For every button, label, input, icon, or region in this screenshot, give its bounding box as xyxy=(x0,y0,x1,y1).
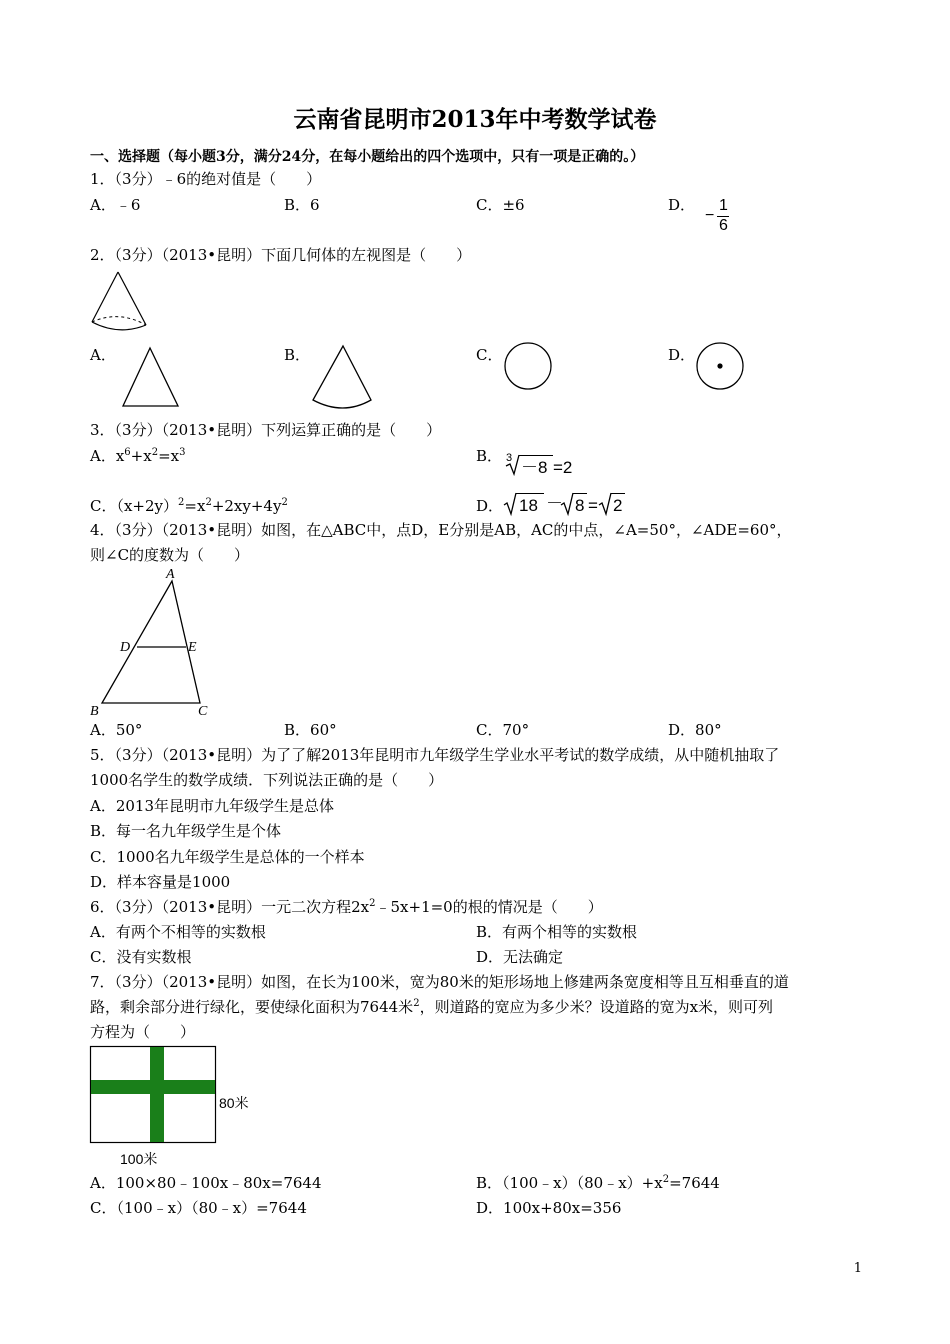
section-heading: 一、选择题（每小题3分，满分24分，在每小题给出的四个选项中，只有一项是正确的。） xyxy=(90,149,645,165)
q3-option-d: D． xyxy=(476,497,504,515)
q1-option-b: B．6 xyxy=(284,196,320,214)
q7-height-label: 80米 xyxy=(219,1095,249,1111)
q2-option-d: D． xyxy=(668,346,696,364)
q1-option-a: A．﹣6 xyxy=(90,196,141,214)
q6-option-b: B．有两个相等的实数根 xyxy=(476,923,638,941)
q1-option-d: D． xyxy=(668,196,696,214)
q6-stem: 6．（3分）（2013•昆明）一元二次方程$2x^2﹣5x+1=0$的根的情况是（ ） xyxy=(90,898,603,916)
q5-option-a: A．2013年昆明市九年级学生是总体 xyxy=(90,797,335,815)
q3-stem: 3．（3分）（2013•昆明）下列运算正确的是（ ） xyxy=(90,421,442,439)
q5-option-d: D．样本容量是1000 xyxy=(90,873,231,891)
q2-b-sector xyxy=(310,344,374,414)
q2-option-b: B． xyxy=(284,346,311,364)
q1-stem: 1．（3分）﹣6的绝对值是（ ） xyxy=(90,170,322,188)
q4-label-d: D xyxy=(120,640,131,655)
q4-label-a: A xyxy=(166,567,175,582)
page-title: 云南省昆明市2013年中考数学试卷 xyxy=(293,106,657,133)
q7-field-figure xyxy=(90,1046,270,1170)
q1-option-c: C．±6 xyxy=(476,196,525,214)
q2-stem: 2．（3分）（2013•昆明）下面几何体的左视图是（ ） xyxy=(90,246,472,264)
q4-label-b: B xyxy=(90,704,99,719)
q7-width-label: 100米 xyxy=(120,1151,158,1167)
q4-stem-line1: 4．（3分）（2013•昆明）如图，在△ABC中，点D，E分别是AB，AC的中点，∠A=50°，∠ADE=60°， xyxy=(90,521,792,539)
q7-vertical-road xyxy=(150,1047,164,1142)
q5-stem-line2: 1000名学生的数学成绩．下列说法正确的是（ ） xyxy=(90,771,444,789)
q7-option-b: B．$(100﹣x)(80﹣x)+x^2=7644$ xyxy=(476,1174,720,1192)
q4-label-e: E xyxy=(188,640,197,655)
q7-option-d: D．100x+80x=356 xyxy=(476,1199,622,1217)
q4-label-c: C xyxy=(198,704,208,719)
q4-triangle-figure xyxy=(88,563,218,723)
q7-stem-line1: 7．（3分）（2013•昆明）如图，在长为100米，宽为80米的矩形场地上修建两条宽度相等且互相垂直的道 xyxy=(90,973,789,991)
q3-option-a: A．$x^6+x^2=x^3$ xyxy=(90,447,186,465)
q2-a-triangle xyxy=(120,346,184,410)
q2-c-circle xyxy=(502,341,558,393)
q3-option-c: C．$(x+2y)^2=x^2+2xy+4y^2$ xyxy=(90,497,288,515)
q7-option-a: A．100×80﹣100x﹣80x=7644 xyxy=(90,1174,322,1192)
q4-option-d: D．80° xyxy=(668,721,722,739)
q3-option-b: B． xyxy=(476,447,503,465)
q7-option-c: C．（100﹣x）（80﹣x）=7644 xyxy=(90,1199,307,1217)
q2-option-a: A． xyxy=(90,346,116,364)
q6-option-c: C．没有实数根 xyxy=(90,948,192,966)
q7-stem-line3: 方程为（ ） xyxy=(90,1023,196,1041)
q5-stem-line1: 5．（3分）（2013•昆明）为了了解2013年昆明市九年级学生学业水平考试的数学成绩，从中随机抽取了 xyxy=(90,746,780,764)
q6-option-d: D．无法确定 xyxy=(476,948,564,966)
q2-d-circle-with-dot xyxy=(694,341,750,393)
q2-option-c: C． xyxy=(476,346,503,364)
q7-stem-line2: 路，剩余部分进行绿化，要使绿化面积为7644米$^2$，则道路的宽应为多少米？设道路的宽为x米，则可列 xyxy=(90,998,774,1016)
q4-option-a: A．50° xyxy=(90,721,143,739)
page-number: 1 xyxy=(853,1261,862,1276)
q6-option-a: A．有两个不相等的实数根 xyxy=(90,923,266,941)
q5-option-c: C．1000名九年级学生是总体的一个样本 xyxy=(90,848,365,866)
q4-option-c: C．70° xyxy=(476,721,530,739)
q2-cone-figure xyxy=(88,270,152,334)
q4-stem-line2: 则∠C的度数为（ ） xyxy=(90,546,250,564)
q5-option-b: B．每一名九年级学生是个体 xyxy=(90,822,282,840)
q4-option-b: B．60° xyxy=(284,721,337,739)
